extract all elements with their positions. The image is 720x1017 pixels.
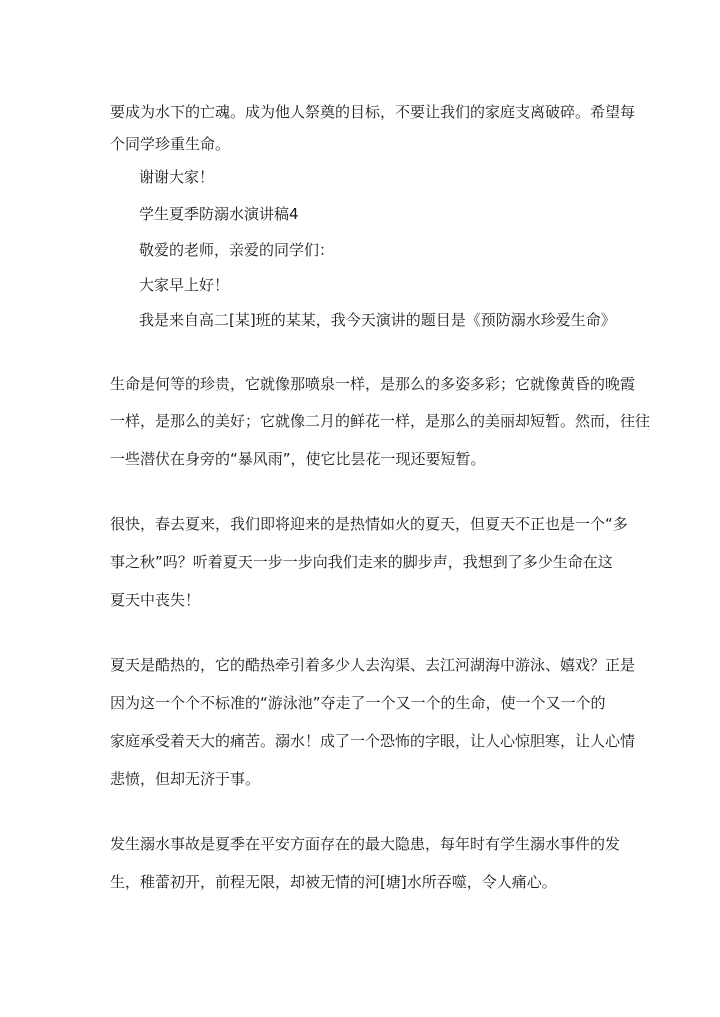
greeting: 大家早上好！ <box>139 276 230 294</box>
body-text-line: 因为这一个个不标准的“游泳池”夺走了一个又一个的生命，使一个又一个的 <box>110 694 606 712</box>
body-text-line: 事之秋”吗？听着夏天一步一步向我们走来的脚步声，我想到了多少生命在这 <box>110 553 613 571</box>
speech-intro: 我是来自高二[某]班的某某，我今天演讲的题目是《预防溺水珍爱生命》 <box>139 311 616 329</box>
body-text-line: 悲愤，但却无济于事。 <box>110 770 261 788</box>
body-text-line: 夏天是酷热的，它的酷热牵引着多少人去沟渠、去江河湖海中游泳、嬉戏？正是 <box>110 656 636 674</box>
body-text-line: 要成为水下的亡魂。成为他人祭奠的目标，不要让我们的家庭支离破碎。希望每 <box>110 103 636 121</box>
body-text-line: 生命是何等的珍贵，它就像那喷泉一样，是那么的多姿多彩；它就像黄昏的晚霞 <box>110 375 636 393</box>
body-text-line: 家庭承受着天大的痛苦。溺水！成了一个恐怖的字眼，让人心惊胆寒，让人心情 <box>110 732 636 750</box>
salutation: 敬爱的老师，亲爱的同学们： <box>139 241 335 259</box>
body-text-line: 生，稚蕾初开，前程无限，却被无情的河[塘]水所吞噬，令人痛心。 <box>110 873 557 891</box>
body-text-line: 发生溺水事故是夏季在平安方面存在的最大隐患，每年时有学生溺水事件的发 <box>110 835 621 853</box>
body-text-line: 个同学珍重生命。 <box>110 135 231 153</box>
body-text-line: 一样，是那么的美好；它就像二月的鲜花一样，是那么的美丽却短暂。然而，往往 <box>110 412 651 430</box>
section-heading: 学生夏季防溺水演讲稿4 <box>139 205 299 223</box>
body-text-line: 夏天中丧失！ <box>110 591 201 609</box>
body-text-line: 一些潜伏在身旁的“暴风雨”，使它比昙花一现还要短暂。 <box>110 450 486 468</box>
body-text-line: 很快，春去夏来，我们即将迎来的是热情如火的夏天，但夏天不正也是一个“多 <box>110 515 628 533</box>
closing-thanks: 谢谢大家！ <box>139 168 215 186</box>
